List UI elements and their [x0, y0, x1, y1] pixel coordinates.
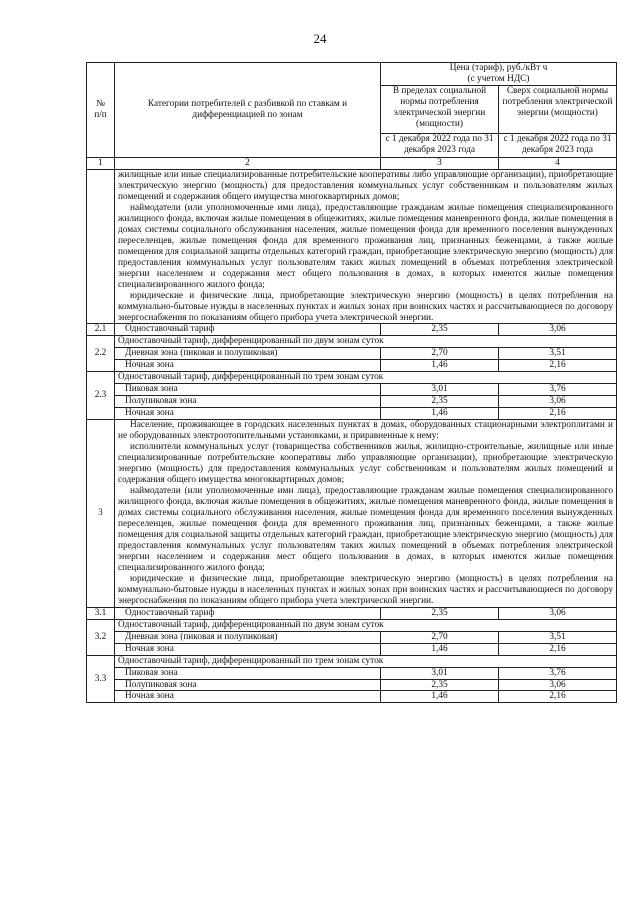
value-over-norm: 3,51 — [499, 631, 617, 643]
zone-label: Полупиковая зона — [115, 396, 381, 408]
zone-label: Ночная зона — [115, 691, 381, 703]
value-over-norm: 3,06 — [499, 396, 617, 408]
cont-paragraph-2: наймодатели (или уполномоченные ими лица), предоставляющие гражданам жилые помещения специализированного жилищного фонда, включая жилые помещения в общежитиях, жилые помещения маневренного фонда, жилые помещения в домах системы социального обслуживания населения, жилые помещения фонда для временного поселения вынужденных переселенцев, жилые помещения фонда для временного проживания лиц, признанных беженцами, а также жилые помещения для социальной защиты отдельных категорий граждан, приобретающие электрическую энергию (мощность) для предоставления коммунальных услуг пользователям таких жилых помещений в объемах потребления электрической энергии населением и содержания мест общего пользования в домах, в которых имеются жилые помещения специализированного жилого фонда; — [118, 202, 613, 290]
value-over-norm: 3,06 — [499, 324, 617, 336]
value-over-norm: 2,16 — [499, 643, 617, 655]
row-number: 3.3 — [87, 655, 115, 703]
cont-paragraph-1: жилищные или иные специализированные потребительские кооперативы либо управляющие организации), приобретающие электрическую энергию (мощность) для предоставления коммунальных услуг собственникам и пользователям жилых помещений и содержания общего имущества многоквартирных домов; — [118, 169, 613, 202]
header-num-2: 2 — [115, 157, 381, 169]
row-title: Одноставочный тариф, дифференцированный по двум зонам суток — [115, 619, 617, 631]
section-3-paragraph-0: Население, проживающее в городских населенных пунктах в домах, оборудованных стационарными электроплитами и не оборудованных электроотопительными установками, и приравненные к нему: — [118, 420, 613, 442]
zone-label: Ночная зона — [115, 643, 381, 655]
zone-label: Пиковая зона — [115, 667, 381, 679]
header-col3-period: с 1 декабря 2022 года по 31 декабря 2023 года — [381, 133, 499, 157]
zone-label: Пиковая зона — [115, 384, 381, 396]
tariff-table — [86, 62, 617, 703]
cont-category-text — [115, 169, 617, 324]
zone-label: Ночная зона — [115, 360, 381, 372]
section-3-paragraph-1: исполнители коммунальных услуг (товарищества собственников жилья, жилищно-строительные, жилищные или иные специализированные потребительские кооперативы либо управляющие организации), приобретающие электрическую энергию (мощность) для предоставления коммунальных услуг собственникам и пользователям жилых помещений и содержания общего имущества многоквартирных домов; — [118, 442, 613, 486]
value-social-norm: 3,01 — [381, 384, 499, 396]
row-title: Одноставочный тариф, дифференцированный по трем зонам суток — [115, 655, 617, 667]
value-over-norm: 3,76 — [499, 384, 617, 396]
value-over-norm: 3,76 — [499, 667, 617, 679]
row-label: Одноставочный тариф — [115, 324, 381, 336]
header-num-4: 4 — [499, 157, 617, 169]
value-over-norm: 2,16 — [499, 360, 617, 372]
value-social-norm: 2,35 — [381, 396, 499, 408]
row-number: 2.1 — [87, 324, 115, 336]
value-social-norm: 2,70 — [381, 631, 499, 643]
row-label: Одноставочный тариф — [115, 607, 381, 619]
value-over-norm: 3,06 — [499, 679, 617, 691]
header-col3-title: В пределах социальной нормы потребления электрической энергии (мощности) — [381, 85, 499, 133]
section-3-category-text — [115, 420, 617, 607]
header-col4-period: с 1 декабря 2022 года по 31 декабря 2023 года — [499, 133, 617, 157]
value-social-norm: 2,35 — [381, 679, 499, 691]
value-over-norm: 3,06 — [499, 607, 617, 619]
header-num-3: 3 — [381, 157, 499, 169]
header-col4-title: Сверх социальной нормы потребления электрической энергии (мощности) — [499, 85, 617, 133]
value-social-norm: 3,01 — [381, 667, 499, 679]
zone-label: Дневная зона (пиковая и полупиковая) — [115, 348, 381, 360]
row-number: 3 — [87, 420, 115, 607]
row-number: 2.3 — [87, 372, 115, 420]
cont-paragraph-3: юридические и физические лица, приобретающие электрическую энергию (мощность) в целях потребления на коммунально-бытовые нужды в населенных пунктах и жилых зонах при воинских частях и рассчитывающиеся по договору энергоснабжения по показаниям общего прибора учета электрической энергии. — [118, 290, 613, 323]
section-3-paragraph-3: юридические и физические лица, приобретающие электрическую энергию (мощность) в целях потребления на коммунально-бытовые нужды в населенных пунктах и жилых зонах при воинских частях и рассчитывающиеся по договору энергоснабжения по показаниям общего прибора учета электрической энергии. — [118, 573, 613, 606]
value-social-norm: 1,46 — [381, 691, 499, 703]
header-price-title: Цена (тариф), руб./кВт ч (с учетом НДС) — [381, 63, 617, 86]
value-social-norm: 2,35 — [381, 607, 499, 619]
cont-num-cell — [87, 169, 115, 324]
zone-label: Ночная зона — [115, 408, 381, 420]
row-number: 3.1 — [87, 607, 115, 619]
zone-label: Дневная зона (пиковая и полупиковая) — [115, 631, 381, 643]
value-social-norm: 1,46 — [381, 643, 499, 655]
header-num-1: 1 — [87, 157, 115, 169]
section-3-paragraph-2: наймодатели (или уполномоченные ими лица), предоставляющие гражданам жилые помещения специализированного жилищного фонда, включая жилые помещения в общежитиях, жилые помещения маневренного фонда, жилые помещения в домах системы социального обслуживания населения, жилые помещения фонда для временного поселения вынужденных переселенцев, жилые помещения фонда для временного проживания лиц, признанных беженцами, а также жилые помещения для социальной защиты отдельных категорий граждан, приобретающие электрическую энергию (мощность) для предоставления коммунальных услуг пользователям таких жилых помещений в объемах потребления электрической энергии населением и содержания мест общего пользования в домах, в которых имеются жилые помещения специализированного жилого фонда; — [118, 486, 613, 573]
value-over-norm: 2,16 — [499, 408, 617, 420]
value-social-norm: 1,46 — [381, 408, 499, 420]
row-title: Одноставочный тариф, дифференцированный по трем зонам суток — [115, 372, 617, 384]
header-col-number: № п/п — [87, 63, 115, 158]
page-number: 24 — [313, 31, 327, 46]
value-social-norm: 1,46 — [381, 360, 499, 372]
value-over-norm: 2,16 — [499, 691, 617, 703]
row-number: 3.2 — [87, 619, 115, 655]
zone-label: Полупиковая зона — [115, 679, 381, 691]
row-number: 2.2 — [87, 336, 115, 372]
value-social-norm: 2,70 — [381, 348, 499, 360]
value-over-norm: 3,51 — [499, 348, 617, 360]
header-col-category: Категории потребителей с разбивкой по ставкам и дифференциацией по зонам — [115, 63, 381, 158]
row-title: Одноставочный тариф, дифференцированный по двум зонам суток — [115, 336, 617, 348]
value-social-norm: 2,35 — [381, 324, 499, 336]
